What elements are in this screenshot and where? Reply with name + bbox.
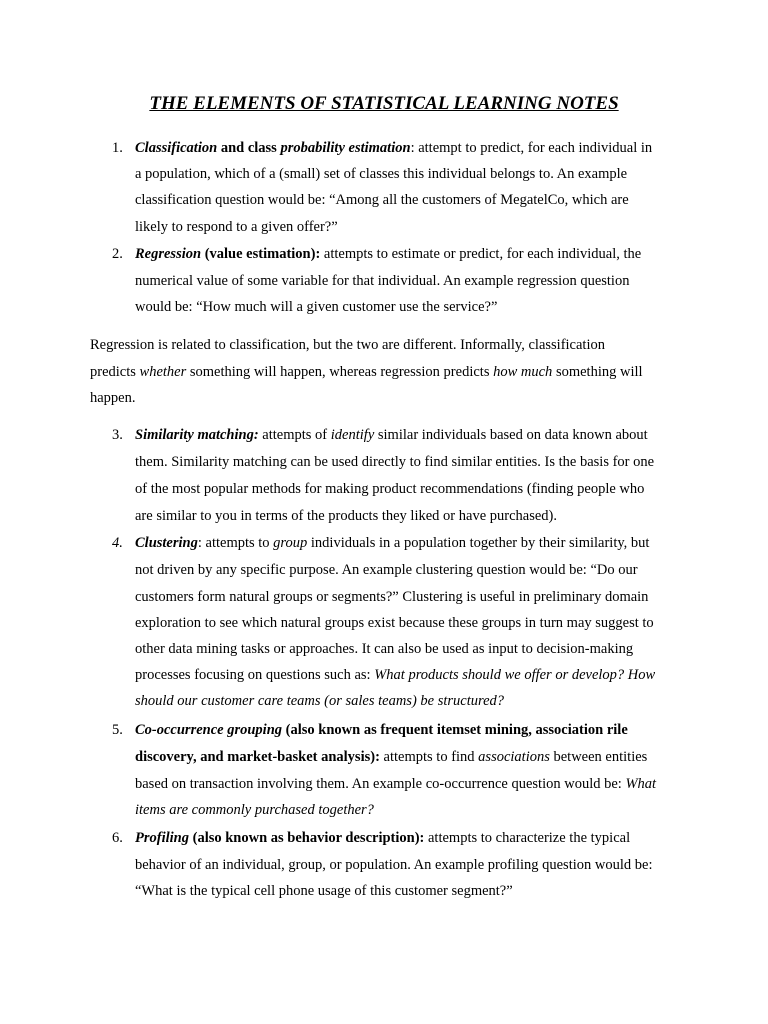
item-line: Profiling (also known as behavior description): attempts to characterize the typical: [135, 830, 631, 846]
item-number: 5.: [112, 722, 123, 738]
item-line: customers form natural groups or segments?” Clustering is useful in preliminary domain: [135, 589, 649, 605]
item-line: should our customer care teams (or sales teams) be structured?: [135, 693, 505, 709]
item-line: Clustering: attempts to group individuals in a population together by their similarity, but: [135, 535, 650, 551]
item-line: are similar to you in terms of the products they liked or have purchased).: [135, 508, 557, 524]
item-line: items are commonly purchased together?: [135, 802, 374, 818]
item-line: classification question would be: “Among all the customers of MegatelCo, which are: [135, 192, 629, 208]
item-line: not driven by any specific purpose. An example clustering question would be: “Do our: [135, 562, 638, 578]
item-line: a population, which of a (small) set of classes this individual belongs to. An example: [135, 166, 628, 182]
item-line: Co-occurrence grouping (also known as frequent itemset mining, association rile: [135, 722, 628, 738]
item-number: 6.: [112, 830, 123, 846]
item-number: 3.: [112, 427, 123, 443]
item-line: other data mining tasks or approaches. It can also be used as input to decision-making: [135, 641, 634, 657]
item-line: them. Similarity matching can be used directly to find similar entities. Is the basis for one: [135, 454, 655, 470]
item-line: processes focusing on questions such as: What products should we offer or develop? How: [135, 667, 656, 683]
item-line: Regression (value estimation): attempts to estimate or predict, for each individual, the: [135, 246, 642, 262]
paragraph-line: happen.: [90, 390, 136, 406]
item-line: “What is the typical cell phone usage of this customer segment?”: [135, 883, 513, 899]
item-line: of the most popular methods for making product recommendations (finding people who: [135, 481, 645, 497]
item-line: numerical value of some variable for that individual. An example regression question: [135, 273, 630, 289]
item-number: 2.: [112, 246, 123, 262]
item-line: would be: “How much will a given customer use the service?”: [135, 299, 498, 315]
item-number: 1.: [112, 140, 123, 156]
paragraph-line: Regression is related to classification, but the two are different. Informally, classification: [90, 337, 605, 353]
item-line: Classification and class probability estimation: attempt to predict, for each individual in: [135, 140, 653, 156]
item-number: 4.: [112, 535, 123, 551]
item-line: exploration to see which natural groups exist because these groups in turn may suggest to: [135, 615, 654, 631]
page-title: THE ELEMENTS OF STATISTICAL LEARNING NOTES: [149, 93, 619, 114]
item-line: Similarity matching: attempts of identify similar individuals based on data known about: [135, 427, 648, 443]
item-line: likely to respond to a given offer?”: [135, 219, 338, 235]
item-line: discovery, and market-basket analysis): attempts to find associations between entities: [135, 749, 648, 765]
item-line: behavior of an individual, group, or population. An example profiling question would be:: [135, 857, 653, 873]
item-line: based on transaction involving them. An example co-occurrence question would be: What: [135, 776, 657, 792]
paragraph-line: predicts whether something will happen, whereas regression predicts how much something will: [90, 364, 643, 380]
